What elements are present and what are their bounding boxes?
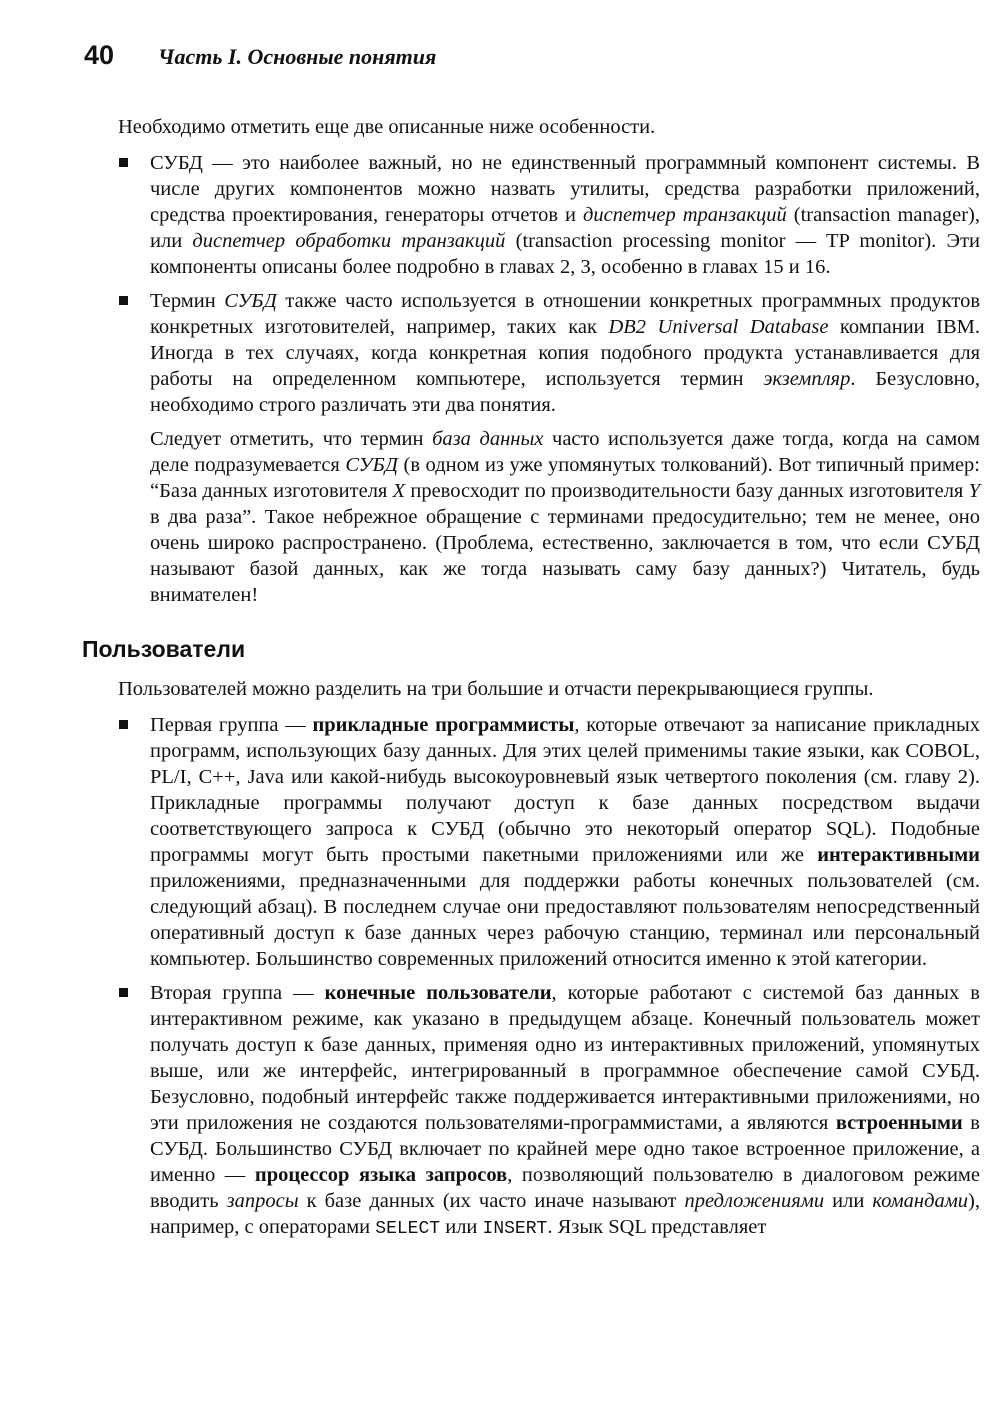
running-title: Часть I. Основные понятия [158,44,437,69]
note-paragraph: Следует отметить, что термин база данных часто используется даже тогда, когда на самом деле подразумевается СУБД (в одном из уже упомянутых толкований). Вот типичный пример: “База данных изготовителя X превосходит по производительности базу данных изготовителя Y в два раза”. Такое небрежное обращение с терминами предосудительно; тем не менее, оно очень широко распространено. (Проблема, естественно, заключается в том, что если СУБД называют базой данных, как же тогда называть саму базу данных?) Читатель, будь внимателен! [150,428,980,606]
section-heading: Пользователи [82,636,246,662]
list-item: Термин СУБД также часто используется в отношении конкретных программных продуктов конкретных изготовителей, например, таких как DB2 Universal Database компании IBM. Иногда в тех случаях, когда конкретная копия подобного продукта устанавливается для работы на определенном компьютере, используется термин экземпляр. Безусловно, необходимо строго различать эти два понятия. [118,288,980,418]
page-content [82,114,980,1250]
page-header [84,40,436,71]
user-groups-list [118,712,980,1242]
code-insert: INSERT [482,1219,548,1239]
page-number: 40 [84,40,115,70]
bullet-square-icon [119,988,128,997]
term-interactive: интерактивными [817,844,980,866]
term-transaction-manager: диспетчер транзакций [583,204,787,226]
product-name: DB2 Universal Database [608,316,829,338]
section-intro: Пользователей можно разделить на три большие и отчасти перекрывающиеся группы. [118,678,874,700]
bullet-square-icon [119,720,128,729]
term-built-in: встроенными [835,1112,963,1134]
code-select: SELECT [375,1219,441,1239]
term-dbms: СУБД [224,290,277,312]
list-item: СУБД — это наиболее важный, но не единственный программный компонент системы. В числе других компонентов можно назвать утилиты, средства разработки приложений, средства проектирования, генераторы отчетов и диспетчер транзакций (transaction manager), или диспетчер обработки транзакций (transaction processing monitor — TP monitor). Эти компоненты описаны более подробно в главах 2, 3, особенно в главах 15 и 16. [118,150,980,280]
term-application-programmers: прикладные программисты [312,714,575,736]
bullet-square-icon [119,158,128,167]
features-list [118,150,980,418]
term-end-users: конечные пользователи [324,982,552,1004]
term-instance: экземпляр [763,368,851,390]
term-query-processor: процессор языка запросов [254,1164,508,1186]
list-item: Первая группа — прикладные программисты, которые отвечают за написание прикладных программ, использующих базу данных. Для этих целей применимы такие языки, как COBOL, PL/I, C++, Java или какой-нибудь высокоуровневый язык четвертого поколения (см. главу 2). Прикладные программы получают доступ к базе данных посредством выдачи соответствующего запроса к СУБД (обычно это некоторый оператор SQL). Подобные программы могут быть простыми пакетными приложениями или же интерактивными приложениями, предназначенными для поддержки работы конечных пользователей (см. следующий абзац). В последнем случае они предоставляют пользователям непосредственный оперативный доступ к базе данных через рабочую станцию, терминал или персональный компьютер. Большинство современных приложений относится именно к этой категории. [118,712,980,972]
intro-paragraph: Необходимо отметить еще две описанные ниже особенности. [118,116,656,138]
term-tp-monitor: диспетчер обработки транзакций [192,230,506,252]
bullet-square-icon [119,296,128,305]
list-item: Вторая группа — конечные пользователи, которые работают с системой баз данных в интерактивном режиме, как указано в предыдущем абзаце. Конечный пользователь может получать доступ к базе данных, применяя одно из интерактивных приложений, упомянутых выше, или же интерфейс, интегрированный в программное обеспечение самой СУБД. Безусловно, подобный интерфейс также поддерживается интерактивными приложениями, но эти приложения не создаются пользователями-программистами, а являются встроенными в СУБД. Большинство СУБД включает по крайней мере одно такое встроенное приложение, а именно — процессор языка запросов, позволяющий пользователю в диалоговом режиме вводить запросы к базе данных (их часто иначе называют предложениями или командами), например, с операторами SELECT или INSERT. Язык SQL представляет [118,980,980,1242]
